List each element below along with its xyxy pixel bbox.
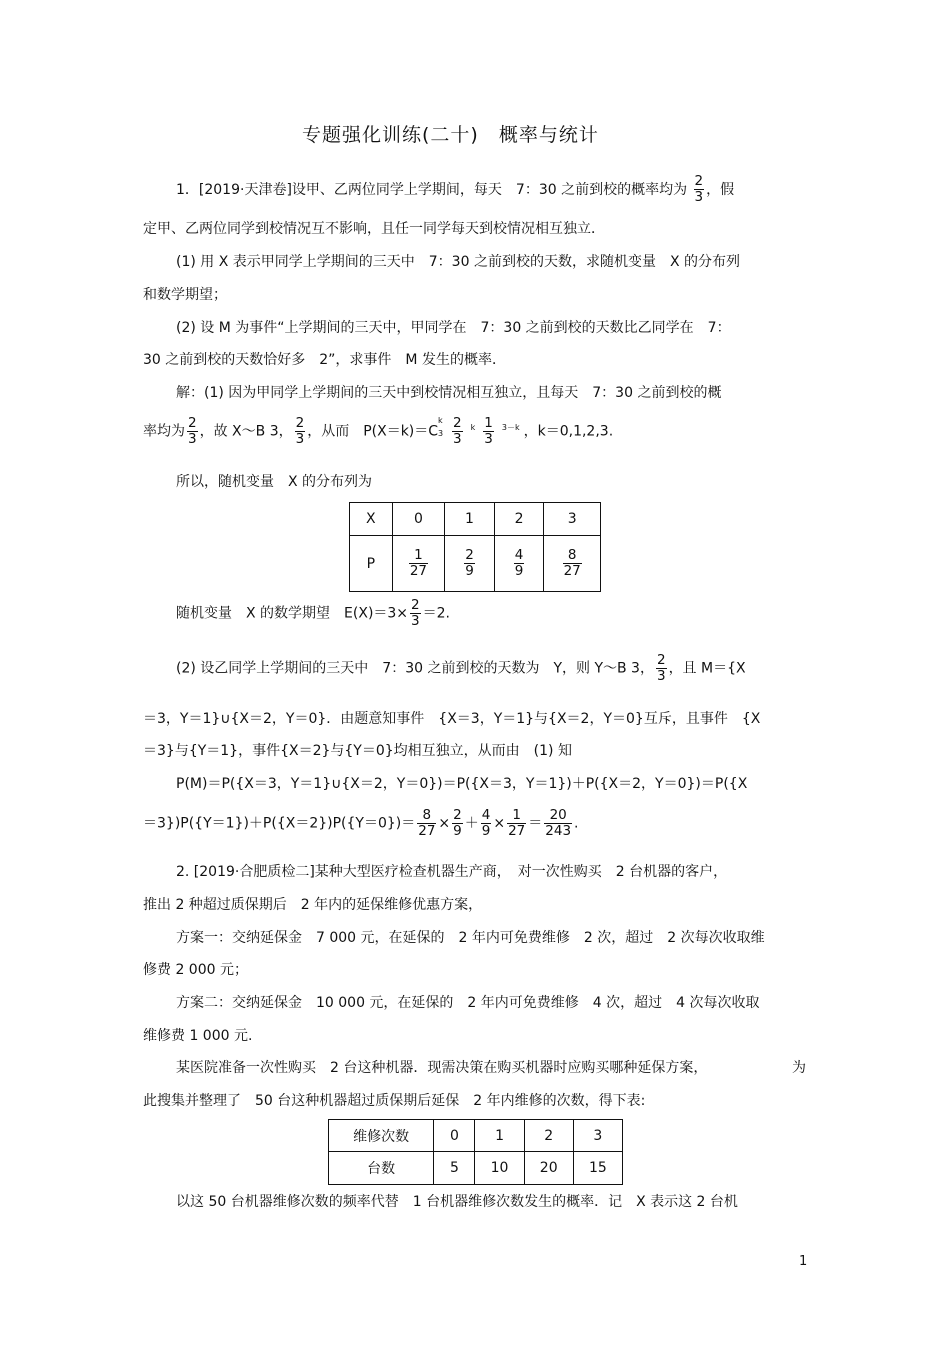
table-cell: 10 [475,1152,524,1185]
table-cell [392,536,445,592]
solution1-line2: 率均为 $\frac{2}{3}$ ，故 X～B 3， $\frac{2}{3}$ ，从而 P(X＝k)＝C k 3 $\frac{2}{3}$ $^k$ $\frac{1}{3}$ $^{3-k}$ ，k＝0,1,2,3. [143,415,614,447]
table-cell: X [350,503,393,536]
table-cell: 台数 [329,1152,434,1185]
fraction: $\frac{4}{9}$ [514,547,524,579]
table-cell: 3 [573,1120,622,1152]
problem1-line5: (2) 设 M 为事件“上学期间的三天中，甲同学在 7：30 之前到校的天数比乙同学在 7： [176,320,731,336]
table-cell: 0 [434,1120,475,1152]
problem2-line9: 以这 50 台机器维修次数的频率代替 1 台机器维修次数发生的概率．记 X 表示这 2 台机 [176,1194,738,1210]
problem1-line3: (1) 用 X 表示甲同学上学期间的三天中 7：30 之前到校的天数，求随机变量 X 的分布列 [176,254,740,270]
table-cell: P [350,536,393,592]
problem2-line4: 修费 2 000 元； [143,962,248,978]
solution1-line3: 所以，随机变量 X 的分布列为 [176,474,373,490]
solution2-line1: (2) 设乙同学上学期间的三天中 7：30 之前到校的天数为 Y，则 Y～B 3， $\frac{2}{3}$ ，且 M＝{X [176,652,746,684]
solution2-line3: ＝3}与{Y＝1}，事件{X＝2}与{Y＝0}均相互独立，从而由 (1) 知 [143,743,572,759]
expectation-line: 随机变量 X 的数学期望 E(X)＝3× $\frac{2}{3}$ ＝2. [176,597,450,629]
fraction: $\frac{8}{27}$ [563,547,581,579]
table-cell: 0 [392,503,445,536]
table-cell: 2 [524,1120,573,1152]
page-number: 1 [799,1254,808,1269]
fraction: $\frac{1}{27}$ [508,807,526,839]
solution2-line2: ＝3，Y＝1}∪{X＝2，Y＝0}．由题意知事件 {X＝3，Y＝1}与{X＝2，Y＝0}互斥，且事件 {X [143,711,761,727]
table-cell: 20 [524,1152,573,1185]
fraction: $\frac{2}{3}$ [188,415,197,447]
fraction: $\frac{2}{9}$ [453,807,462,839]
problem2-line3: 方案一：交纳延保金 7 000 元，在延保的 2 年内可免费维修 2 次，超过 2 次每次收取维 [176,930,765,946]
table-cell: 15 [573,1152,622,1185]
table-row [329,1120,623,1152]
fraction: $\frac{8}{27}$ [418,807,436,839]
problem1-line6: 30 之前到校的天数恰好多 2”，求事件 M 发生的概率． [143,352,506,368]
table-cell: 3 [544,503,601,536]
fraction: $\frac{2}{3}$ [656,652,666,684]
table-cell [445,536,495,592]
problem1-line1-text: 1．[2019·天津卷]设甲、乙两位同学上学期间，每天 7：30 之前到校的概率均为 [176,181,688,198]
solution2-line5: ＝3})P({Y＝1})＋P({X＝2})P({Y＝0})＝ $\frac{8}{27}$ × $\frac{2}{9}$ ＋ $\frac{4}{9}$ × $\frac{1}{27}$ ＝ $\frac{20}{243}$ . [143,807,579,839]
table-cell: 维修次数 [329,1120,434,1152]
fraction: $\frac{4}{9}$ [481,807,491,839]
problem2-line6: 维修费 1 000 元. [143,1028,253,1044]
table-cell: 1 [445,503,495,536]
fraction: $\frac{2}{3}$ [453,415,462,447]
fraction: $\frac{2}{3}$ [411,597,420,629]
table-cell [494,536,544,592]
problem2-line8: 此搜集并整理了 50 台这种机器超过质保期后延保 2 年内维修的次数，得下表: [143,1093,646,1109]
fraction: $\frac{2}{9}$ [465,547,474,579]
problem1-line1: 1．[2019·天津卷]设甲、乙两位同学上学期间，每天 7：30 之前到校的概率均为 $\frac{2}{3}$ ，假 [176,173,735,205]
solution2-line4: P(M)＝P({X＝3，Y＝1}∪{X＝2，Y＝0})＝P({X＝3，Y＝1})＋P({X＝2，Y＝0})＝P({X [176,776,748,792]
problem2-line7: 某医院准备一次性购买 2 台这种机器．现需决策在购买机器时应购买哪种延保方案， [176,1060,708,1076]
table-row [329,1152,623,1185]
problem2-line2: 推出 2 种超过质保期后 2 年内的延保维修优惠方案， [143,897,483,913]
solution1-line1: 解：(1) 因为甲同学上学期间的三天中到校情况相互独立，且每天 7：30 之前到校的概 [176,385,722,401]
fraction: $\frac{1}{27}$ [409,547,427,579]
table-row [350,503,601,536]
page-title: 专题强化训练(二十) 概率与统计 [302,124,599,146]
fraction: $\frac{1}{3}$ [484,415,493,447]
fraction: $\frac{20}{243}$ [545,807,572,839]
problem2-line1: 2. [2019·合肥质检二]某种大型医疗检查机器生产商， 对一次性购买 2 台机器的客户， [176,864,728,880]
table-cell: 2 [494,503,544,536]
table-cell: 1 [475,1120,524,1152]
table-cell [544,536,601,592]
problem1-line4: 和数学期望； [143,287,227,303]
distribution-table-x [349,502,601,592]
problem1-line2: 定甲、乙两位同学到校情况互不影响，且任一同学每天到校情况相互独立． [143,221,605,237]
fraction: $\frac{2}{3}$ [295,415,305,447]
table-row [350,536,601,592]
fraction: $\frac{2}{3}$ [694,173,704,205]
problem2-line7-tail: 为 [792,1060,806,1076]
repair-count-table [328,1119,623,1185]
problem2-line5: 方案二：交纳延保金 10 000 元，在延保的 2 年内可免费维修 4 次，超过 4 次每次收取 [176,995,760,1011]
table-cell: 5 [434,1152,475,1185]
